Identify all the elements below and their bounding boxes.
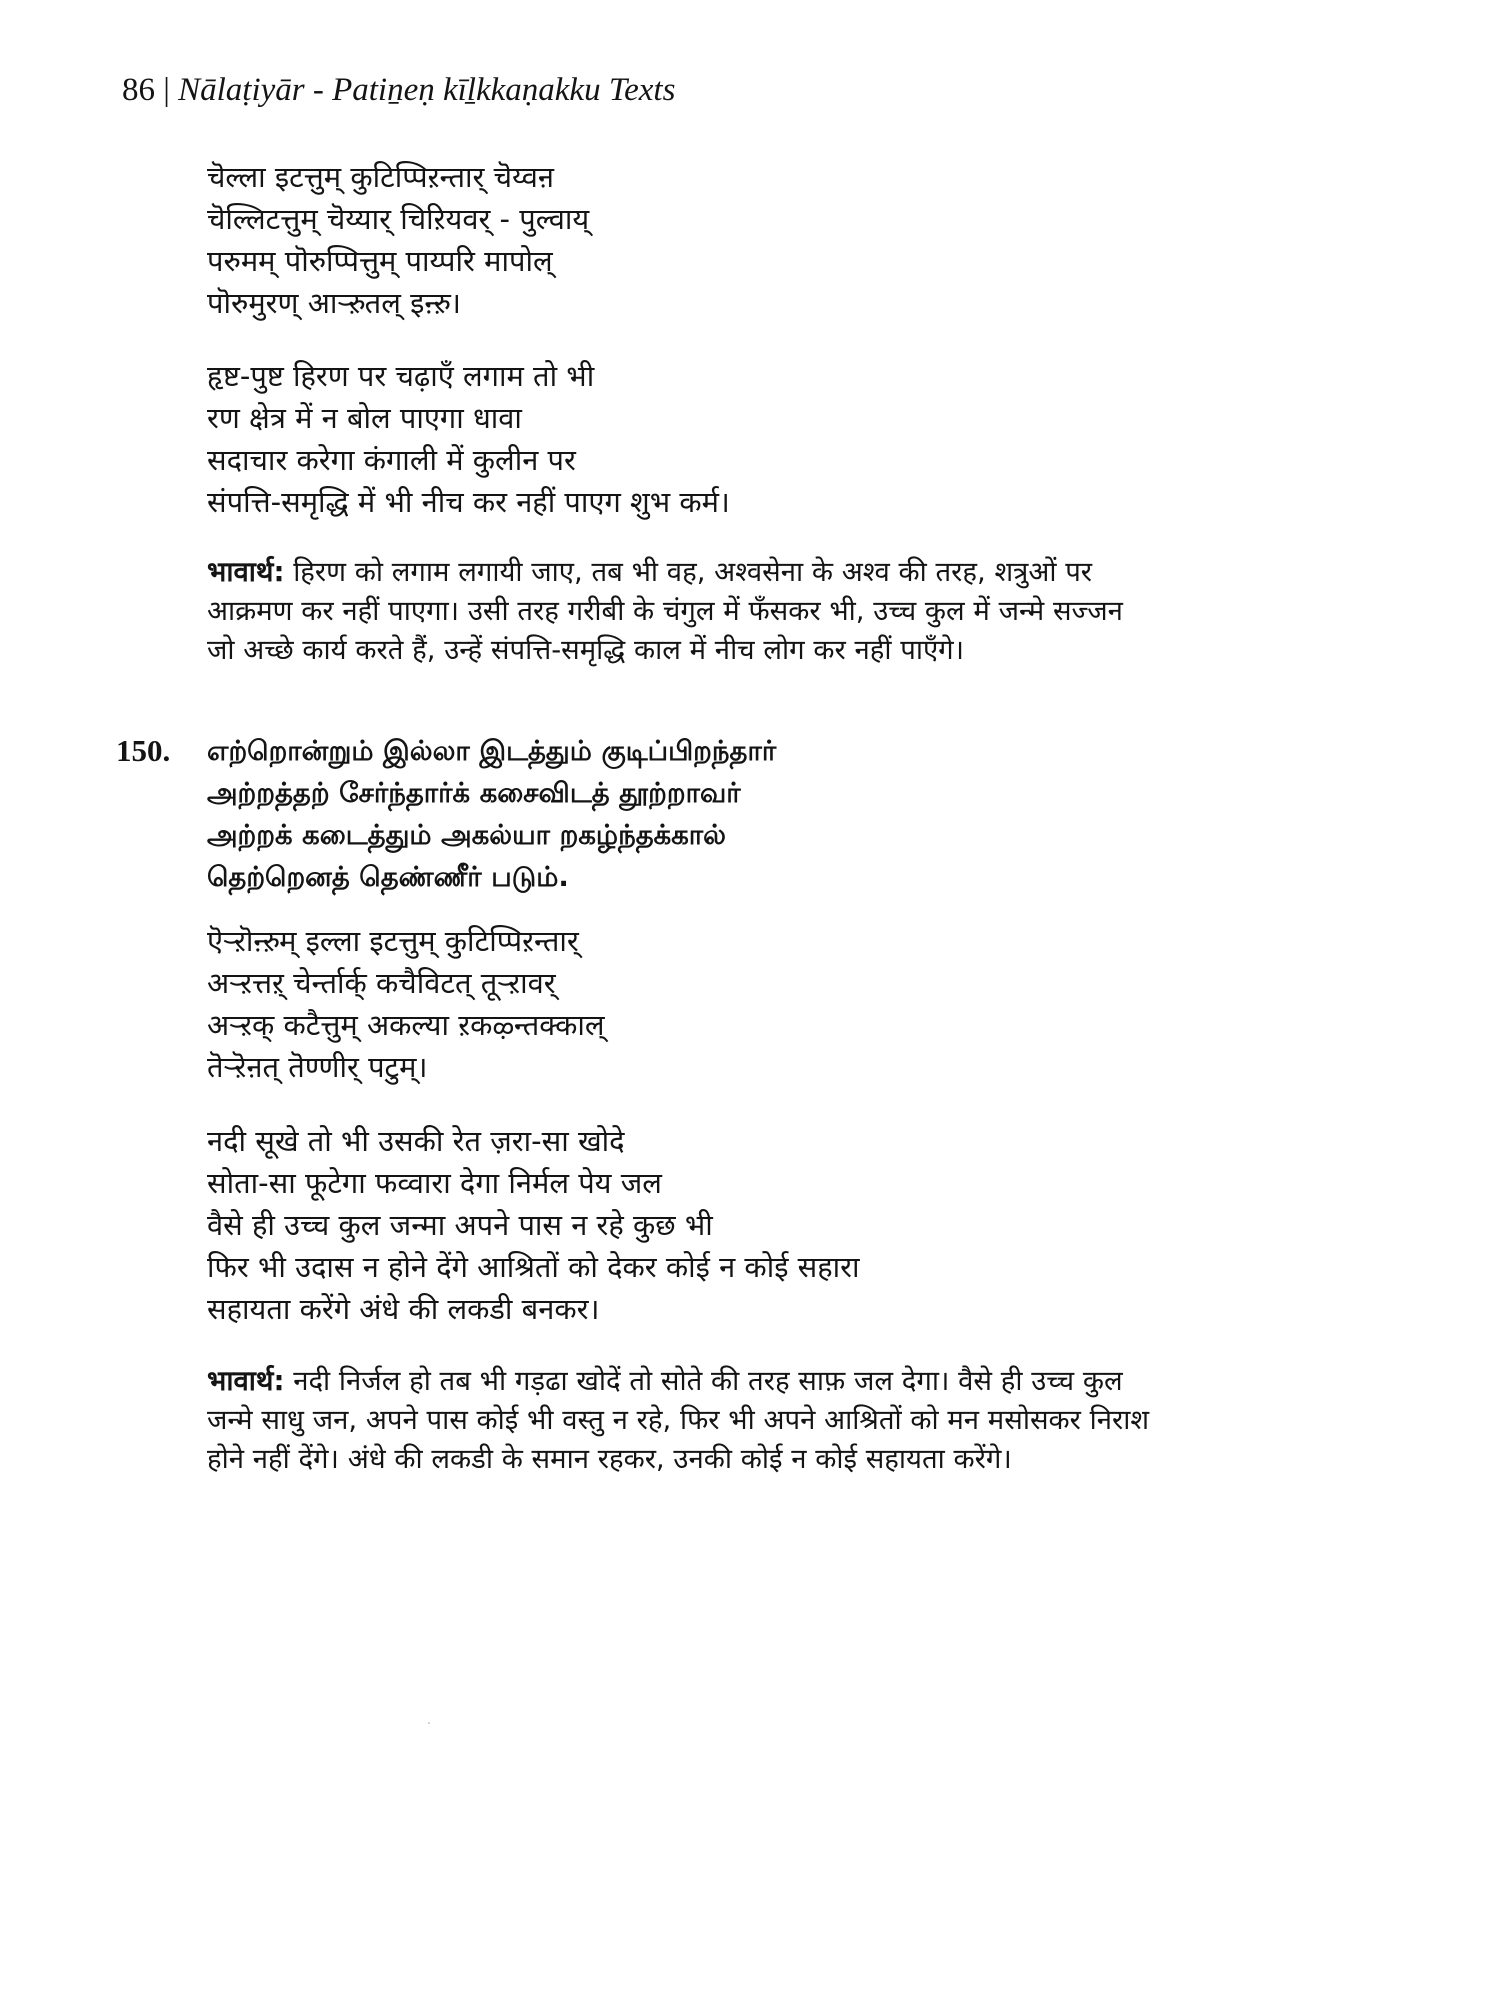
verse-150-transliteration (207, 920, 605, 1088)
scan-speck (428, 1722, 430, 1724)
verse-149-hindi-poem (207, 355, 730, 523)
header-separator: | (163, 72, 170, 108)
running-header (122, 66, 675, 114)
poem-line: वैसे ही उच्च कुल जन्मा अपने पास न रहे कुछ भी (207, 1208, 713, 1242)
verse-line: ऎऱ्ऱॊऩ्ऱुम् इल्ला इटत्तुम् कुटिप्पिऱन्तार् (207, 924, 579, 958)
verse-line: पॊरुमुरण् आऱ्ऱुतल् इऩ्ऱु। (207, 286, 461, 320)
verse-149-meaning (207, 553, 1347, 670)
poem-line: रण क्षेत्र में न बोल पाएगा धावा (207, 401, 522, 435)
meaning-line: जो अच्छे कार्य करते हैं, उन्हें संपत्ति-समृद्धि काल में नीच लोग कर नहीं पाएँगे। (207, 634, 965, 666)
meaning-line: जन्मे साधु जन, अपने पास कोई भी वस्तु न रहे, फिर भी अपने आश्रितों को मन मसोसकर निराश (207, 1404, 1150, 1436)
verse-line: चॆल्ला इटत्तुम् कुटिप्पिऱन्तार् चॆय्वऩ (207, 160, 555, 194)
meaning-line: होने नहीं देंगे। अंधे की लकडी के समान रहकर, उनकी कोई न कोई सहायता करेंगे। (207, 1443, 1012, 1475)
poem-line: सदाचार करेगा कंगाली में कुलीन पर (207, 443, 576, 477)
verse-150-hindi-poem (207, 1120, 860, 1330)
tamil-line: அற்றத்தற் சேர்ந்தார்க் கசைவிடத் தூற்றாவர் (207, 777, 741, 809)
verse-150-tamil (207, 730, 776, 898)
meaning-label: भावार्थ: (207, 556, 285, 588)
tamil-line: தெற்றெனத் தெண்ணீர் படும். (207, 861, 569, 893)
meaning-line: आक्रमण कर नहीं पाएगा। उसी तरह गरीबी के चंगुल में फँसकर भी, उच्च कुल में जन्मे सज्जन (207, 595, 1123, 627)
meaning-text: हिरण को लगाम लगायी जाए, तब भी वह, अश्वसेना के अश्व की तरह, शत्रुओं पर (293, 556, 1093, 588)
poem-line: सोता-सा फूटेगा फव्वारा देगा निर्मल पेय जल (207, 1166, 662, 1200)
tamil-line: அற்றக் கடைத்தும் அகல்யா றகழ்ந்தக்கால் (207, 819, 726, 851)
verse-line: परुमम् पॊरुप्पित्तुम् पाय्परि मापोल् (207, 244, 553, 278)
verse-149-transliteration (207, 156, 589, 324)
poem-line: सहायता करेंगे अंधे की लकडी बनकर। (207, 1292, 600, 1326)
poem-line: नदी सूखे तो भी उसकी रेत ज़रा-सा खोदे (207, 1124, 625, 1158)
poem-line: संपत्ति-समृद्धि में भी नीच कर नहीं पाएग शुभ कर्म। (207, 485, 730, 519)
meaning-line (207, 1362, 1347, 1401)
verse-line: चॆल्लिटत्तुम् चॆय्यार् चिऱियवर् - पुल्वाय् (207, 202, 590, 236)
poem-line: फिर भी उदास न होने देंगे आश्रितों को देकर कोई न कोई सहारा (207, 1250, 860, 1284)
verse-150-meaning (207, 1362, 1347, 1479)
meaning-text: नदी निर्जल हो तब भी गड़ढा खोदें तो सोते की तरह साफ़ जल देगा। वैसे ही उच्च कुल (293, 1365, 1123, 1397)
book-title: Nālaṭiyār - Patiṉeṇ kīḻkkaṇakku Texts (178, 72, 676, 108)
verse-line: अऱ्ऱत्तऱ् चेर्न्तार्क् कचैविटत् तूऱ्ऱावर् (207, 966, 556, 1000)
verse-line: अऱ्ऱक् कटैत्तुम् अकल्या ऱकऴ्न्तक्काल् (207, 1008, 605, 1042)
verse-line: तॆऱ्ऱॆऩत् तॆण्णीर् पटुम्। (207, 1050, 428, 1084)
tamil-line: எற்றொன்றும் இல்லா இடத்தும் குடிப்பிறந்தார் (207, 735, 777, 767)
meaning-label: भावार्थ: (207, 1365, 285, 1397)
meaning-line (207, 553, 1347, 592)
verse-number: 150. (116, 733, 171, 768)
page-number: 86 (122, 72, 155, 108)
poem-line: हृष्ट-पुष्ट हिरण पर चढ़ाएँ लगाम तो भी (207, 359, 595, 393)
